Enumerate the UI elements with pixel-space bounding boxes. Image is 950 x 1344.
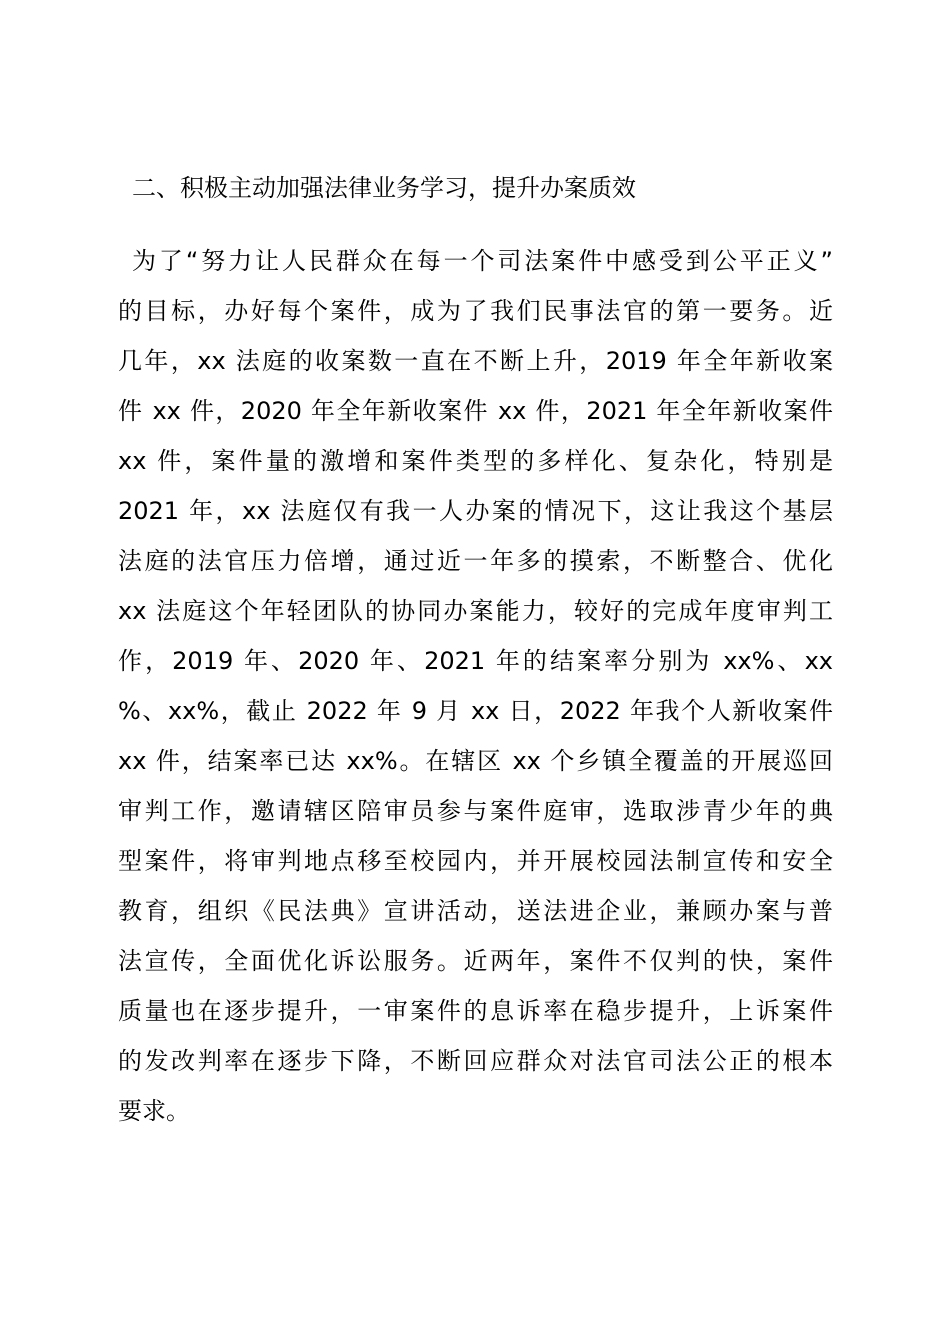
paragraph-line: 作，2019 年、2020 年、2021 年的结案率分别为 xx%、xx xyxy=(118,647,833,675)
paragraph-line: %、xx%，截止 2022 年 9 月 xx 日，2022 年我个人新收案件 xyxy=(118,697,833,725)
paragraph-line: 教育，组织《民法典》宣讲活动，送法进企业，兼顾办案与普 xyxy=(118,897,833,925)
paragraph-line: 要求。 xyxy=(118,1097,190,1125)
paragraph-line: 的发改判率在逐步下降，不断回应群众对法官司法公正的根本 xyxy=(118,1047,833,1075)
paragraph-line: 的目标，办好每个案件，成为了我们民事法官的第一要务。近 xyxy=(118,297,833,325)
paragraph-line: 审判工作，邀请辖区陪审员参与案件庭审，选取涉青少年的典 xyxy=(118,797,833,825)
paragraph-line: 件 xx 件，2020 年全年新收案件 xx 件，2021 年全年新收案件 xyxy=(118,397,833,425)
paragraph-line: 为了“努力让人民群众在每一个司法案件中感受到公平正义” xyxy=(132,247,833,275)
paragraph-line: 几年，xx 法庭的收案数一直在不断上升，2019 年全年新收案 xyxy=(118,347,833,375)
paragraph-line: xx 件，结案率已达 xx%。在辖区 xx 个乡镇全覆盖的开展巡回 xyxy=(118,747,833,775)
paragraph-line: 质量也在逐步提升，一审案件的息诉率在稳步提升，上诉案件 xyxy=(118,997,833,1025)
paragraph-line: 2021 年，xx 法庭仅有我一人办案的情况下，这让我这个基层 xyxy=(118,497,833,525)
paragraph-line: xx 法庭这个年轻团队的协同办案能力，较好的完成年度审判工 xyxy=(118,597,833,625)
paragraph-line: 法宣传，全面优化诉讼服务。近两年，案件不仅判的快，案件 xyxy=(118,947,833,975)
paragraph-line: xx 件，案件量的激增和案件类型的多样化、复杂化，特别是 xyxy=(118,447,833,475)
section-heading: 二、积极主动加强法律业务学习，提升办案质效 xyxy=(132,174,636,202)
paragraph-line: 型案件，将审判地点移至校园内，并开展校园法制宣传和安全 xyxy=(118,847,833,875)
paragraph-line: 法庭的法官压力倍增，通过近一年多的摸索，不断整合、优化 xyxy=(118,547,833,575)
body-paragraph xyxy=(118,236,833,1136)
